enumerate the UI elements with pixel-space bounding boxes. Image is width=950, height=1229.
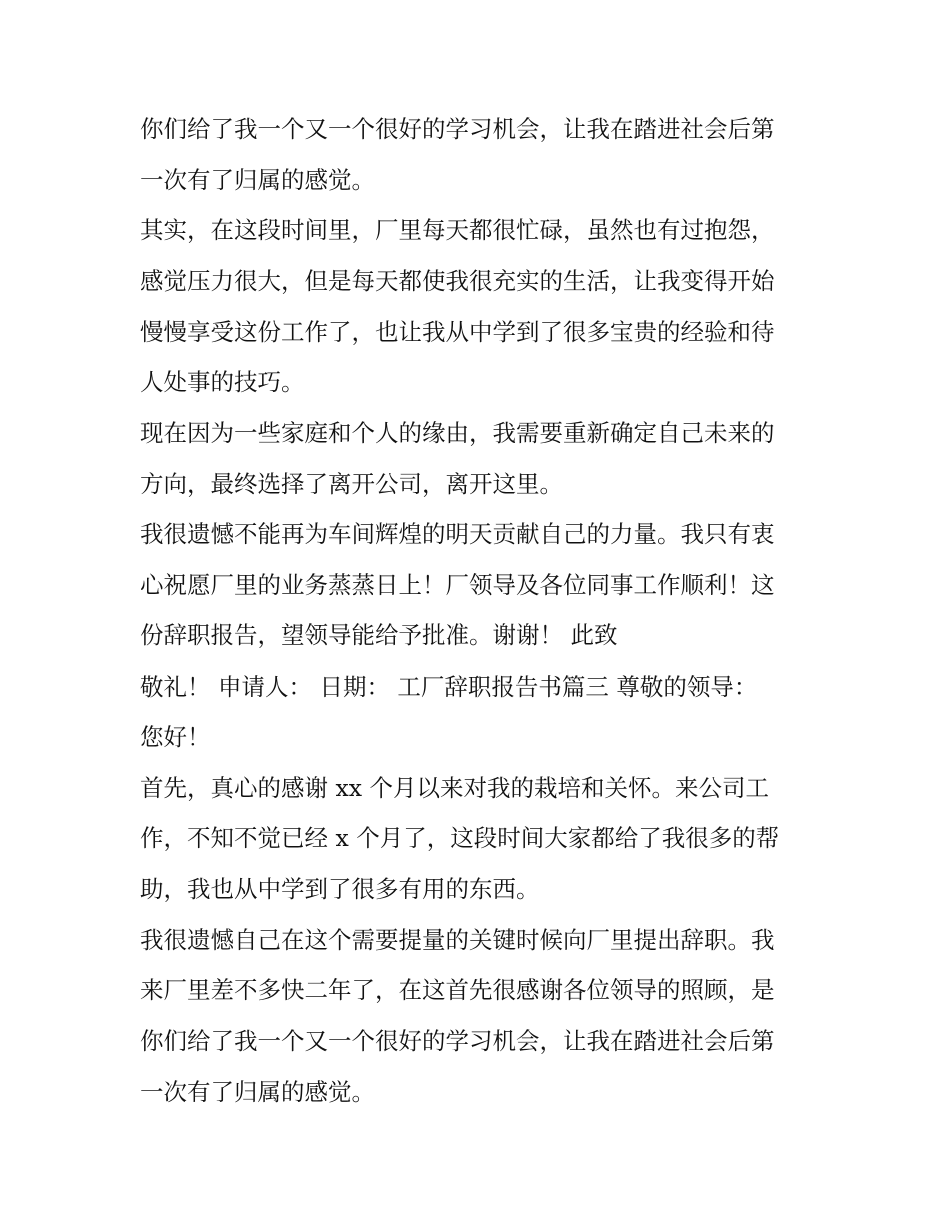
text-line: 你们给了我一个又一个很好的学习机会，让我在踏进社会后第 [140, 1027, 775, 1055]
text-line: 心祝愿厂里的业务蒸蒸日上！厂领导及各位同事工作顺利！这 [140, 571, 775, 599]
text-line: 其实，在这段时间里，厂里每天都很忙碌，虽然也有过抱怨， [140, 216, 775, 244]
text-line: 人处事的技巧。 [140, 368, 305, 396]
text-line: 敬礼！ 申请人： 日期： 工厂辞职报告书篇三 尊敬的领导： [140, 673, 758, 701]
text-line: 一次有了归属的感觉。 [140, 166, 375, 194]
text-line: 首先，真心的感谢 xx 个月以来对我的栽培和关怀。来公司工 [140, 774, 769, 802]
text-line: 你们给了我一个又一个很好的学习机会，让我在踏进社会后第 [140, 115, 775, 143]
text-line: 作，不知不觉已经 x 个月了，这段时间大家都给了我很多的帮 [140, 824, 780, 852]
text-line: 一次有了归属的感觉。 [140, 1078, 375, 1106]
text-line: 份辞职报告，望领导能给予批准。谢谢！ 此致 [140, 621, 618, 649]
text-line: 感觉压力很大，但是每天都使我很充实的生活，让我变得开始 [140, 267, 775, 295]
text-line: 来厂里差不多快二年了，在这首先很感谢各位领导的照顾，是 [140, 976, 775, 1004]
text-line: 方向，最终选择了离开公司，离开这里。 [140, 470, 563, 498]
text-line: 我很遗憾不能再为车间辉煌的明天贡献自己的力量。我只有衷 [140, 520, 775, 548]
text-line: 您好！ [140, 723, 211, 751]
text-line: 慢慢享受这份工作了，也让我从中学到了很多宝贵的经验和待 [140, 318, 775, 346]
text-line: 助，我也从中学到了很多有用的东西。 [140, 875, 540, 903]
text-line: 现在因为一些家庭和个人的缘由，我需要重新确定自己未来的 [140, 419, 775, 447]
text-line: 我很遗憾自己在这个需要提量的关键时候向厂里提出辞职。我 [140, 926, 775, 954]
